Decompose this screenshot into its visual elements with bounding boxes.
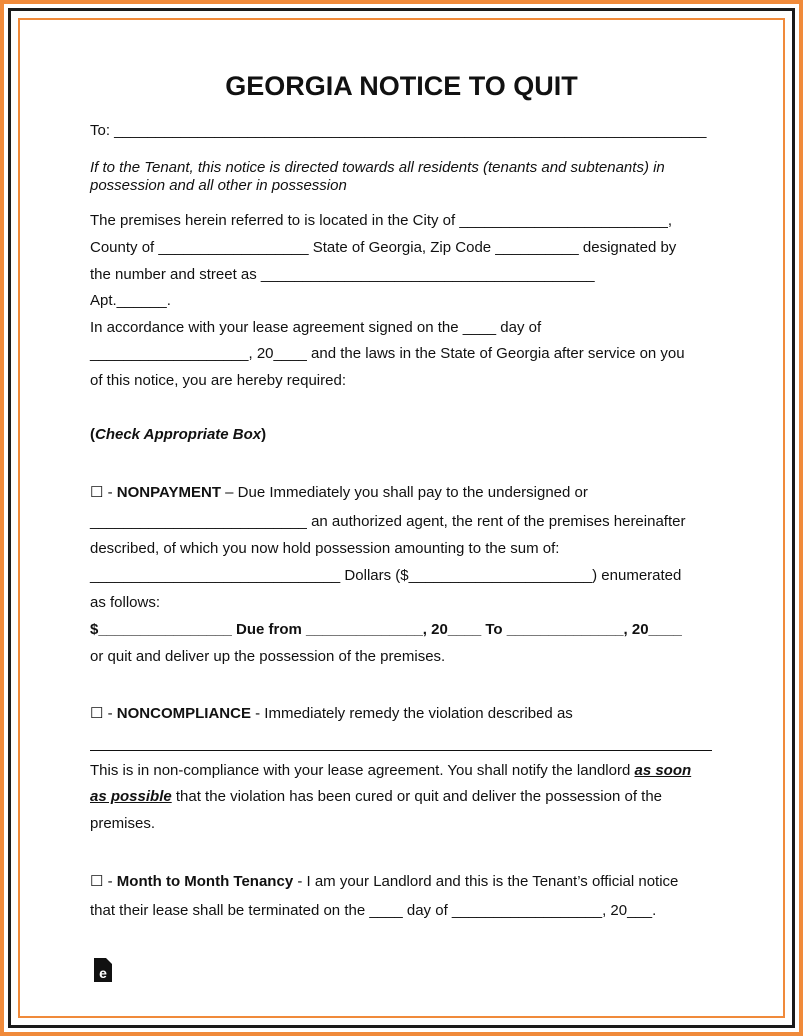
due-line: $________________ Due from ______________, 20____ To ______________, 20____ bbox=[90, 621, 682, 638]
violation-blank-line bbox=[90, 750, 712, 751]
noncompliance-option: ☐ - NONCOMPLIANCE - Immediately remedy the violation described as bbox=[90, 705, 573, 722]
nonpayment-last: or quit and deliver up the possession of the premises. bbox=[90, 648, 446, 665]
premises-line: In accordance with your lease agreement signed on the ____ day of bbox=[90, 319, 542, 336]
month-to-month-option: ☐ - Month to Month Tenancy - I am your Landlord and this is the Tenant’s official notice bbox=[90, 873, 679, 890]
checkbox[interactable]: ☐ bbox=[90, 873, 104, 890]
month-line: that their lease shall be terminated on the ____ day of __________________, 20___. bbox=[90, 902, 657, 919]
noncompliance-line: This is in non-compliance with your lease agreement. You shall notify the landlord as soon bbox=[90, 762, 692, 779]
checkbox[interactable]: ☐ bbox=[90, 705, 104, 722]
noncompliance-line: as possible that the violation has been cured or quit and deliver the possession of the bbox=[90, 788, 663, 805]
premises-line: of this notice, you are hereby required: bbox=[90, 372, 346, 389]
nonpayment-line: described, of which you now hold possession amounting to the sum of: bbox=[90, 540, 560, 557]
premises-line: the number and street as ________________________________________ bbox=[90, 266, 595, 283]
svg-text:e: e bbox=[99, 965, 107, 981]
nonpayment-option: ☐ - NONPAYMENT – Due Immediately you shall pay to the undersigned or bbox=[90, 484, 588, 501]
premises-line: ___________________, 20____ and the laws in the State of Georgia after service on you bbox=[90, 345, 685, 362]
premises-line: County of __________________ State of Georgia, Zip Code __________ designated by bbox=[90, 239, 677, 256]
nonpayment-line: ______________________________ Dollars ($______________________) enumerated bbox=[90, 567, 682, 584]
checkbox[interactable]: ☐ bbox=[90, 484, 104, 501]
nonpayment-line: __________________________ an authorized agent, the rent of the premises hereinafter bbox=[90, 513, 686, 530]
noncompliance-line: premises. bbox=[90, 815, 156, 832]
eforms-logo-icon bbox=[94, 958, 112, 982]
to-field: To: _______________________________________________________________________ bbox=[90, 122, 707, 139]
intro-line-2: possession and all other in possession bbox=[90, 177, 347, 194]
check-heading: (Check Appropriate Box) bbox=[90, 426, 267, 443]
intro-line-1: If to the Tenant, this notice is directed towards all residents (tenants and subtenants) in bbox=[90, 159, 665, 176]
document-title: GEORGIA NOTICE TO QUIT bbox=[225, 71, 578, 101]
premises-line: Apt.______. bbox=[90, 292, 171, 309]
nonpayment-line: as follows: bbox=[90, 594, 161, 611]
premises-line: The premises herein referred to is located in the City of _________________________, bbox=[90, 212, 673, 229]
